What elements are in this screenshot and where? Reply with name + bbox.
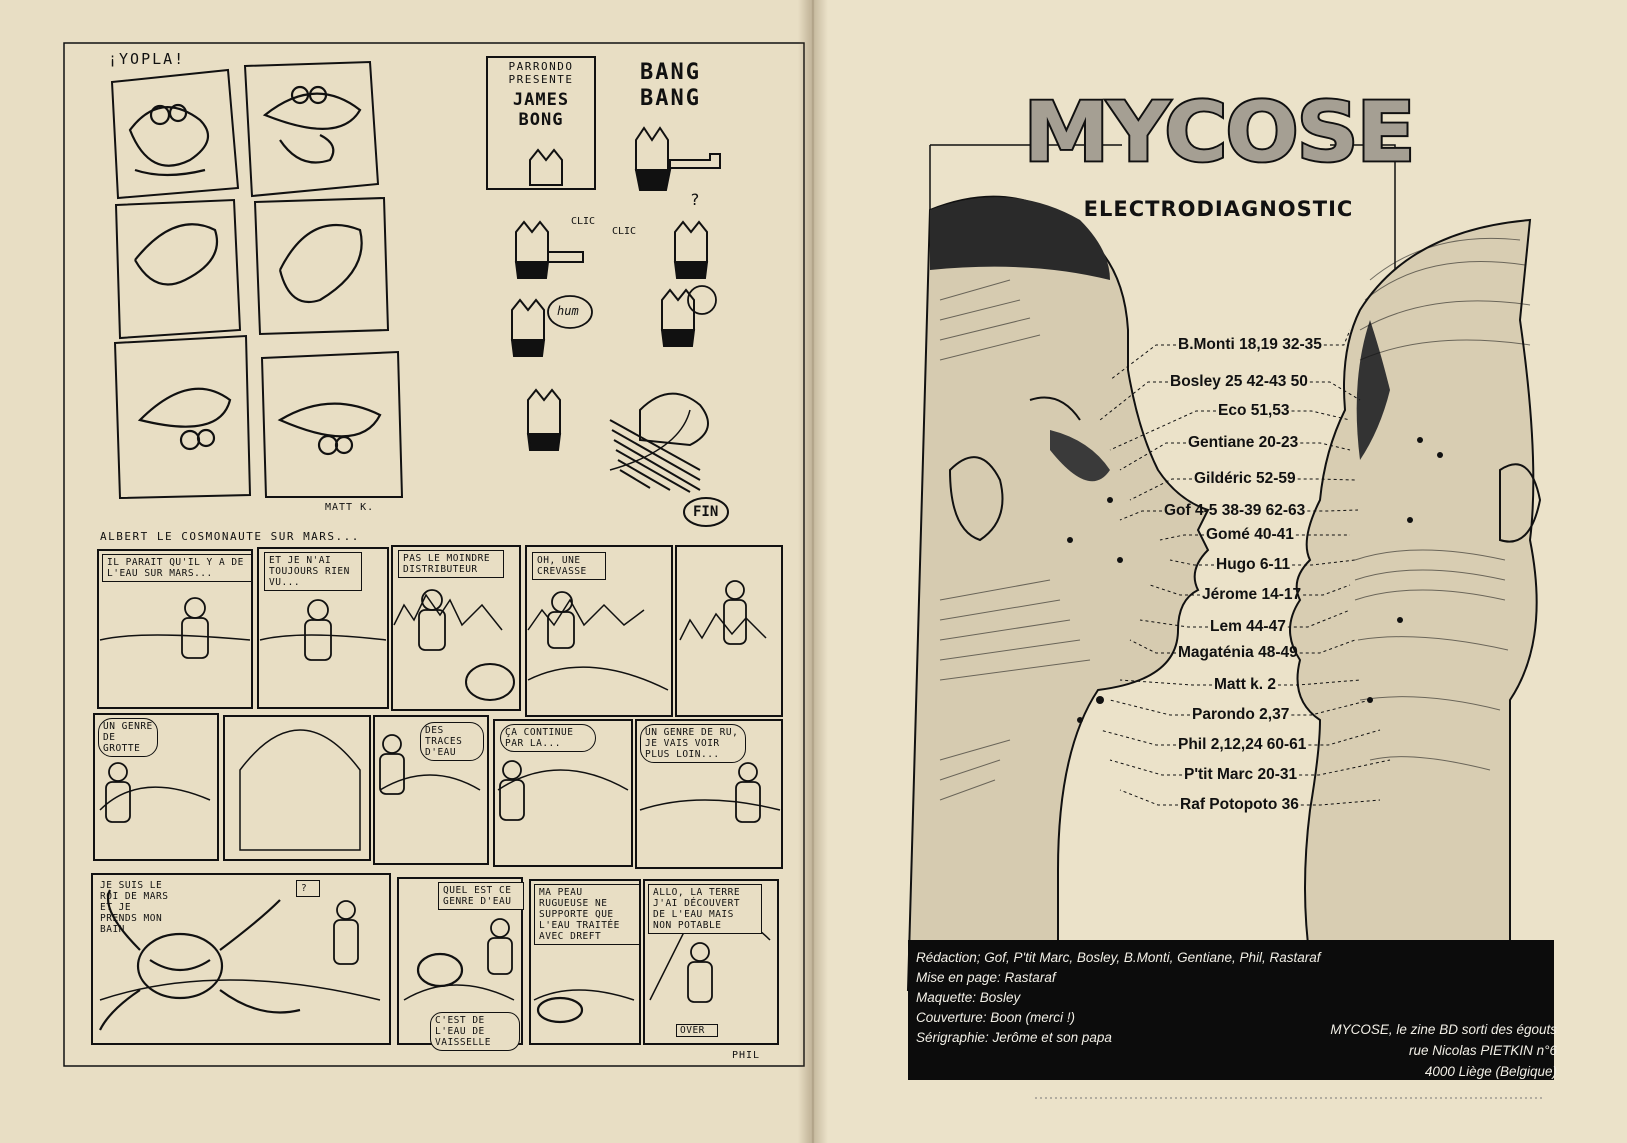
credit-couverture: Couverture: Boon (merci !) — [916, 1010, 1076, 1025]
subtitle: ELECTRODIAGNOSTIC — [1083, 197, 1354, 221]
speech-bubble: JE SUIS LE ROI DE MARS ET JE PRENDS MON BAIN — [100, 880, 169, 935]
speech-bubble: OVER — [676, 1024, 718, 1037]
contributor-label: Gentiane 20-23 — [1188, 434, 1299, 451]
leader-line — [1324, 330, 1350, 345]
credit-mise-en-page: Mise en page: Rastaraf — [916, 970, 1056, 985]
speech-bubble: ? — [296, 880, 320, 897]
credit-serigraphie: Sérigraphie: Jerôme et son papa — [916, 1030, 1112, 1045]
contributor-label: Magaténia 48-49 — [1178, 644, 1298, 661]
james-bong-sign — [489, 60, 593, 130]
speech-bubble: C'EST DE L'EAU DE VAISSELLE — [430, 1012, 520, 1051]
sign-line: PARRONDO — [508, 60, 574, 73]
leader-line — [1110, 700, 1190, 715]
speech-bubble: MA PEAU RUGUEUSE NE SUPPORTE QUE L'EAU TRAITÉE AVEC DREFT — [534, 884, 640, 945]
leader-line — [1120, 790, 1178, 805]
sign-line: PRESENTE — [508, 73, 574, 86]
logo-text: MYCOSE — [1023, 85, 1414, 181]
speech-bubble: UN GENRE DE RU, JE VAIS VOIR PLUS LOIN... — [640, 724, 746, 763]
contributor-label: Eco 51,53 — [1218, 402, 1290, 419]
address-line: 4000 Liège (Belgique) — [1424, 1064, 1557, 1079]
contributor-label: Hugo 6-11 — [1216, 556, 1291, 573]
albert-strip-title: ALBERT LE COSMONAUTE SUR MARS... — [100, 530, 360, 543]
sign-line: BONG — [518, 110, 564, 130]
contributor-label: B.Monti 18,19 32-35 — [1178, 336, 1322, 353]
contributor-label: P'tit Marc 20-31 — [1184, 766, 1298, 783]
left-page — [0, 0, 810, 1143]
contributor-label: Gildéric 52-59 — [1194, 470, 1296, 487]
speech-bubble: DES TRACES D'EAU — [420, 722, 484, 761]
sfx-hum: hum — [557, 304, 579, 318]
contributor-label: Bosley 25 42-43 50 — [1170, 373, 1308, 390]
sfx-clic: CLIC — [612, 226, 637, 237]
speech-bubble: PAS LE MOINDRE DISTRIBUTEUR — [398, 550, 504, 578]
contributor-label: Jérome 14-17 — [1202, 586, 1302, 603]
speech-bubble: ALLO, LA TERRE J'AI DÉCOUVERT DE L'EAU MAIS NON POTABLE — [648, 884, 762, 934]
credit-redaction: Rédaction; Gof, P'tit Marc, Bosley, B.Monti, Gentiane, Phil, Rastaraf — [916, 950, 1321, 965]
question-mark: ? — [690, 190, 700, 209]
speech-bubble: OH, UNE CREVASSE — [532, 552, 606, 580]
mycose-logo — [810, 85, 1627, 181]
yopla-title: ¡YOPLA! — [108, 50, 186, 68]
contributor-label: Raf Potopoto 36 — [1180, 796, 1299, 813]
address-line: MYCOSE, le zine BD sorti des égouts — [1330, 1022, 1557, 1037]
leader-line — [1100, 730, 1176, 745]
sign-line: JAMES — [512, 90, 570, 110]
credit-maquette: Maquette: Bosley — [916, 990, 1021, 1005]
sfx-clic: CLIC — [571, 216, 596, 227]
speech-bubble: ET JE N'AI TOUJOURS RIEN VU... — [264, 552, 362, 591]
contributor-label: Matt k. 2 — [1214, 676, 1277, 693]
contributor-label: Phil 2,12,24 60-61 — [1178, 736, 1307, 753]
albert-signature: PHIL — [732, 1050, 761, 1061]
speech-bubble: UN GENRE DE GROTTE — [98, 718, 158, 757]
speech-bubble: IL PARAIT QU'IL Y A DE L'EAU SUR MARS... — [102, 554, 252, 582]
speech-bubble: ÇA CONTINUE PAR LA... — [500, 724, 596, 752]
book-gutter — [798, 0, 828, 1143]
speech-bubble: QUEL EST CE GENRE D'EAU — [438, 882, 524, 910]
contributor-label: Gomé 40-41 — [1206, 526, 1294, 543]
contributor-label: Lem 44-47 — [1210, 618, 1286, 635]
contributor-label: Parondo 2,37 — [1192, 706, 1290, 723]
bang-bang-title: BANG BANG — [640, 60, 701, 111]
address-line: rue Nicolas PIETKIN n°6 — [1409, 1043, 1557, 1058]
contributor-label: Gof 4-5 38-39 62-63 — [1164, 502, 1306, 519]
yopla-signature: MATT K. — [325, 502, 375, 513]
leader-line — [1110, 760, 1182, 775]
fin-label: FIN — [693, 504, 719, 520]
